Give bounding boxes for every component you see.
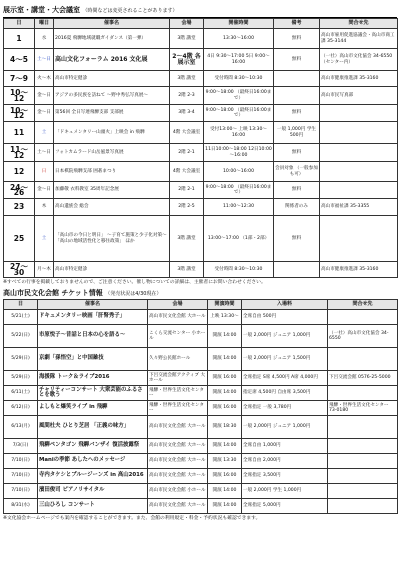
ticket-contact: （一社）高山市文化協会 34-6550 bbox=[328, 325, 398, 348]
row-contact bbox=[320, 105, 398, 122]
table-row bbox=[4, 348, 398, 371]
ticket-fee: 一般 2,000円 ジュニア 1,500円 bbox=[242, 348, 328, 371]
table-row bbox=[4, 416, 398, 439]
ticket-time: 開演 13:30 bbox=[208, 454, 242, 469]
ticket-contact bbox=[328, 439, 398, 454]
ticket-day: 6/13(月) bbox=[4, 416, 38, 439]
col-start-time: 開演時間 bbox=[208, 300, 242, 310]
ticket-event: Maniの季節 あしたへのメッセージ bbox=[38, 454, 148, 469]
table-row bbox=[4, 310, 398, 325]
table-row bbox=[4, 469, 398, 484]
ticket-day: 5/29(日) bbox=[4, 348, 38, 371]
row-note: 無料 bbox=[274, 216, 320, 262]
row-day: 11～12 bbox=[4, 144, 35, 162]
ticket-day: 5/21(土) bbox=[4, 310, 38, 325]
table-row bbox=[4, 71, 398, 87]
ticket-event: よしもと爆笑ライブ in 飛騨 bbox=[38, 401, 148, 416]
ticket-fee: 一般 2,000円 ジュニア 1,000円 bbox=[242, 416, 328, 439]
ticket-day: 5/22(日) bbox=[4, 325, 38, 348]
ticket-time: 開演 16:00 bbox=[208, 469, 242, 484]
ticket-time: 上映 13:30～ bbox=[208, 310, 242, 325]
col-day: 日 bbox=[4, 300, 38, 310]
ticket-event: 三山ひろし コンサート bbox=[38, 499, 148, 514]
row-weekday: 金～日 bbox=[35, 87, 54, 105]
row-event: 高山市特定健診 bbox=[54, 262, 170, 278]
row-note: 無料 bbox=[274, 29, 320, 49]
table-row bbox=[4, 87, 398, 105]
col-event: 催事名 bbox=[54, 19, 170, 29]
row-event: 高山市特定健診 bbox=[54, 71, 170, 87]
ticket-day: 6/12(日) bbox=[4, 401, 38, 416]
ticket-fee: 全席自由 1,000円 bbox=[242, 439, 328, 454]
ticket-fee: 全席指定 S席 4,500円 A席 4,000円 bbox=[242, 371, 328, 386]
row-day: 4～5 bbox=[4, 49, 35, 71]
col-day: 日 bbox=[4, 19, 35, 29]
table-row bbox=[4, 371, 398, 386]
ticket-time: 開演 14:00 bbox=[208, 484, 242, 499]
col-venue: 会場 bbox=[170, 19, 204, 29]
table-row bbox=[4, 499, 398, 514]
section1-note: （時間などは変更されることがあります） bbox=[82, 8, 178, 14]
table-row bbox=[4, 262, 398, 278]
ticket-venue: 高山市民文化会館 大ホール bbox=[148, 310, 208, 325]
ticket-event: 海援隊 トーク＆ライブ2016 bbox=[38, 371, 148, 386]
ticket-time: 開演 14:00 bbox=[208, 386, 242, 401]
row-contact: 高山市雇用促進協議会・高山市商工課 35-3144 bbox=[320, 29, 398, 49]
ticket-table-header bbox=[4, 300, 398, 310]
ticket-time: 開演 14:00 bbox=[208, 499, 242, 514]
ticket-venue: 飛騨・世界生活文化センター bbox=[148, 386, 208, 401]
row-contact: 高山市健康推進課 35-3160 bbox=[320, 71, 398, 87]
row-note bbox=[274, 71, 320, 87]
table-row bbox=[4, 216, 398, 262]
row-venue: 2階 2-1 bbox=[170, 182, 204, 199]
ticket-contact bbox=[328, 348, 398, 371]
row-note: 無料 bbox=[274, 105, 320, 122]
row-event: 第56回 全日写連飛騨支部 支部展 bbox=[54, 105, 170, 122]
section1-heading bbox=[3, 3, 397, 18]
ticket-day: 8/31(水) bbox=[4, 499, 38, 514]
ticket-venue: 高山市民文化会館 大ホール bbox=[148, 454, 208, 469]
row-time: 受付時間 8:30～10:30 bbox=[204, 71, 274, 87]
row-time: 9:00～18:00 （最終日16:00まで） bbox=[204, 182, 274, 199]
row-day: 12 bbox=[4, 162, 35, 182]
ticket-contact bbox=[328, 484, 398, 499]
col-time: 開催時間 bbox=[204, 19, 274, 29]
row-day: 7～9 bbox=[4, 71, 35, 87]
bottom-note: ※文化協会ホームページでも案内を確認することができます。また、会館の利用規定・料金・予約状況も確認できます。 bbox=[3, 516, 261, 521]
ticket-venue: 高山市民文化会館 小ホール bbox=[148, 484, 208, 499]
ticket-contact bbox=[328, 454, 398, 469]
ticket-fee: 全席指定 5,000円 bbox=[242, 499, 328, 514]
row-note: 会員対象 （一般参加も可） bbox=[274, 162, 320, 182]
row-venue: 4階 大会議室 bbox=[170, 122, 204, 144]
row-venue: 3階 講堂 bbox=[170, 216, 204, 262]
ticket-time: 開演 14:00 bbox=[208, 439, 242, 454]
section2-heading bbox=[3, 287, 397, 299]
event-table bbox=[3, 18, 398, 278]
row-weekday: 土～日 bbox=[35, 49, 54, 71]
row-contact: （一社）高山市文化協会 34-6550 （センター内） bbox=[320, 49, 398, 71]
page bbox=[3, 3, 397, 523]
row-note: 無料 bbox=[274, 144, 320, 162]
ticket-fee: 全席指定 一般 3,780円 bbox=[242, 401, 328, 416]
row-event: アジアの多民族を訪ねて ～野中秀弘写真展～ bbox=[54, 87, 170, 105]
ticket-venue: 飛騨・世界生活文化センター bbox=[148, 401, 208, 416]
table-row bbox=[4, 182, 398, 199]
row-time: 11日10:00～18:00 12日10:00～16:00 bbox=[204, 144, 274, 162]
row-time: 9:00～18:00 （最終日16:00まで） bbox=[204, 105, 274, 122]
ticket-contact: 飛騨・世界生活文化センター 73-0180 bbox=[328, 401, 398, 416]
row-time: 11:00～12:30 bbox=[204, 199, 274, 216]
row-time: 9:00～18:00 （最終日16:00まで） bbox=[204, 87, 274, 105]
row-contact bbox=[320, 122, 398, 144]
ticket-fee: 全席自由 500円 bbox=[242, 310, 328, 325]
ticket-contact bbox=[328, 416, 398, 439]
ticket-venue: 高山市民文化会館 大ホール bbox=[148, 416, 208, 439]
row-event: 高山文化フォーラム 2016 文化展 bbox=[54, 49, 170, 71]
ticket-time: 開演 14:00 bbox=[208, 348, 242, 371]
row-note: 無料 bbox=[274, 182, 320, 199]
row-day: 1 bbox=[4, 29, 35, 49]
row-contact: 高山市福祉課 35-3355 bbox=[320, 199, 398, 216]
ticket-contact bbox=[328, 499, 398, 514]
ticket-contact bbox=[328, 386, 398, 401]
row-day: 10～12 bbox=[4, 105, 35, 122]
row-day: 11 bbox=[4, 122, 35, 144]
ticket-venue: 下呂交流会館アクティブ 大ホール bbox=[148, 371, 208, 386]
row-venue: 2階 2-5 bbox=[170, 199, 204, 216]
row-venue: 3階 講堂 bbox=[170, 29, 204, 49]
col-event: 催事名 bbox=[38, 300, 148, 310]
row-day: 23 bbox=[4, 199, 35, 216]
ticket-day: 7/10(日) bbox=[4, 469, 38, 484]
row-day: 27～30 bbox=[4, 262, 35, 278]
row-venue: 4階 大会議室 bbox=[170, 162, 204, 182]
row-contact bbox=[320, 216, 398, 262]
section2-note: （発売状況は4/30現在） bbox=[105, 291, 162, 297]
event-table-header bbox=[4, 19, 398, 29]
row-weekday: 日 bbox=[35, 162, 54, 182]
col-venue: 会場 bbox=[148, 300, 208, 310]
row-time: 受付13:00～ 上映 13:30～16:00 bbox=[204, 122, 274, 144]
table-row bbox=[4, 49, 398, 71]
table-row bbox=[4, 199, 398, 216]
ticket-event: 濱田俊司 ピアノリサイタル bbox=[38, 484, 148, 499]
row-weekday: 土～日 bbox=[35, 144, 54, 162]
ticket-day: 6/11(土) bbox=[4, 386, 38, 401]
row-contact: 高山市民写真部 bbox=[320, 87, 398, 105]
ticket-time: 開演 18:30 bbox=[208, 416, 242, 439]
ticket-venue: こくら交流センター 小ホール bbox=[148, 325, 208, 348]
table-row bbox=[4, 439, 398, 454]
row-note: 関係者のみ bbox=[274, 199, 320, 216]
row-contact bbox=[320, 144, 398, 162]
ticket-contact bbox=[328, 469, 398, 484]
ticket-venue: 久々野公民館ホール bbox=[148, 348, 208, 371]
ticket-day: 7/10(日) bbox=[4, 484, 38, 499]
row-note bbox=[274, 87, 320, 105]
row-event: フォトカムラード山岳風景写真展 bbox=[54, 144, 170, 162]
col-fee: 入場料 bbox=[242, 300, 328, 310]
table-row bbox=[4, 144, 398, 162]
row-day: 25 bbox=[4, 216, 35, 262]
ticket-contact: 下呂交流会館 0576-25-5000 bbox=[328, 371, 398, 386]
table-row bbox=[4, 454, 398, 469]
row-weekday: 金～日 bbox=[35, 105, 54, 122]
table-row bbox=[4, 29, 398, 49]
row-day: 24～26 bbox=[4, 182, 35, 199]
ticket-fee: 指定席 4,500円 自由席 3,500円 bbox=[242, 386, 328, 401]
col-contact: 問合せ先 bbox=[328, 300, 398, 310]
row-contact bbox=[320, 182, 398, 199]
row-day: 10～12 bbox=[4, 87, 35, 105]
ticket-event: 市原悦子～昔話と日本の心を語る～ bbox=[38, 325, 148, 348]
ticket-venue: 高山市民文化会館 大ホール bbox=[148, 469, 208, 484]
table-row bbox=[4, 162, 398, 182]
table-row bbox=[4, 325, 398, 348]
row-weekday: 金～日 bbox=[35, 182, 54, 199]
ticket-time: 開演 16:00 bbox=[208, 371, 242, 386]
ticket-event: 飛騨ペンタゴン 飛騨バンザイ 復活披露祭 bbox=[38, 439, 148, 454]
row-note: 無料 bbox=[274, 49, 320, 71]
ticket-event: ドキュメンタリー映画「肝腎秀子」 bbox=[38, 310, 148, 325]
row-weekday: 火～木 bbox=[35, 71, 54, 87]
section1-title: 展示室・講堂・大会議室 bbox=[3, 6, 80, 14]
row-time: 受付時間 8:30～10:30 bbox=[204, 262, 274, 278]
row-weekday: 木 bbox=[35, 199, 54, 216]
row-weekday: 月～木 bbox=[35, 262, 54, 278]
ticket-fee: 一般 2,000円 ジュニア 1,000円 bbox=[242, 325, 328, 348]
table-row bbox=[4, 386, 398, 401]
row-time: 13:30～16:00 bbox=[204, 29, 274, 49]
table-row bbox=[4, 484, 398, 499]
row-venue: 3階 講堂 bbox=[170, 71, 204, 87]
footnote: ※すべての行事を掲載しておりませんので、ご注意ください。催し物についての詳細は、主催者にお問い合わせください。 bbox=[3, 280, 266, 285]
row-weekday: 土 bbox=[35, 122, 54, 144]
row-venue: 3階 3-4 bbox=[170, 105, 204, 122]
section2-title: 高山市民文化会館 チケット情報 bbox=[3, 289, 103, 297]
col-note: 備考 bbox=[274, 19, 320, 29]
row-venue: 2階 2-3 bbox=[170, 87, 204, 105]
col-weekday: 曜日 bbox=[35, 19, 54, 29]
row-event: 「高山市の今日と明日」 ～子育て施策と少子化対策～ 「高山の地域活性化と移住政策」 ほか bbox=[54, 216, 170, 262]
ticket-event: 寺内タケシとブルージーンズ in 高山2016 bbox=[38, 469, 148, 484]
ticket-fee: 全席指定 3,500円 bbox=[242, 469, 328, 484]
table-row bbox=[4, 401, 398, 416]
ticket-time: 開演 16:00 bbox=[208, 401, 242, 416]
row-weekday: 水 bbox=[35, 29, 54, 49]
row-venue: 3階 講堂 bbox=[170, 262, 204, 278]
ticket-event: チャリティーコンサート 大衆芸能のふるさとを歌う bbox=[38, 386, 148, 401]
table-row bbox=[4, 122, 398, 144]
ticket-contact bbox=[328, 310, 398, 325]
row-event: 加藤敬 衣料教室 35周年記念展 bbox=[54, 182, 170, 199]
row-event: 高山遺族会 総会 bbox=[54, 199, 170, 216]
row-contact: 高山市健康推進課 35-3160 bbox=[320, 262, 398, 278]
table-row bbox=[4, 105, 398, 122]
ticket-fee: 一般 2,000円 学生 1,000円 bbox=[242, 484, 328, 499]
ticket-venue: 高山市民文化会館 大ホール bbox=[148, 439, 208, 454]
row-event: 2016夏 飛騨地域就職ガイダンス（第一弾） bbox=[54, 29, 170, 49]
row-note bbox=[274, 262, 320, 278]
row-event: 日本棋院飛騨支部 囲碁まつり bbox=[54, 162, 170, 182]
row-venue: 2階 2-1 bbox=[170, 144, 204, 162]
ticket-venue: 高山市民文化会館 大ホール bbox=[148, 499, 208, 514]
row-weekday: 土 bbox=[35, 216, 54, 262]
ticket-event: 風間杜夫 ひとり芝居 「正義の味方」 bbox=[38, 416, 148, 439]
ticket-day: 5/29(日) bbox=[4, 371, 38, 386]
row-time: 10:00～16:00 bbox=[204, 162, 274, 182]
row-time: 13:00～17:00 （1部・2部） bbox=[204, 216, 274, 262]
ticket-fee: 全席自由 2,000円 bbox=[242, 454, 328, 469]
col-contact: 問合せ先 bbox=[320, 19, 398, 29]
ticket-time: 開演 14:00 bbox=[208, 325, 242, 348]
ticket-day: 7/3(日) bbox=[4, 439, 38, 454]
ticket-table bbox=[3, 299, 398, 514]
ticket-event: 京劇「孫悟空」と中国雑技 bbox=[38, 348, 148, 371]
row-note: 一般 1,000円 学生 500円 bbox=[274, 122, 320, 144]
ticket-day: 7/10(日) bbox=[4, 454, 38, 469]
row-venue: 2～4階 各展示室 bbox=[170, 49, 204, 71]
row-contact bbox=[320, 162, 398, 182]
row-event: 「ドキュメンタリー山頭火」上映会 in 飛騨 bbox=[54, 122, 170, 144]
row-time: 4日 9:30～17:00 5日 9:00～16:00 bbox=[204, 49, 274, 71]
